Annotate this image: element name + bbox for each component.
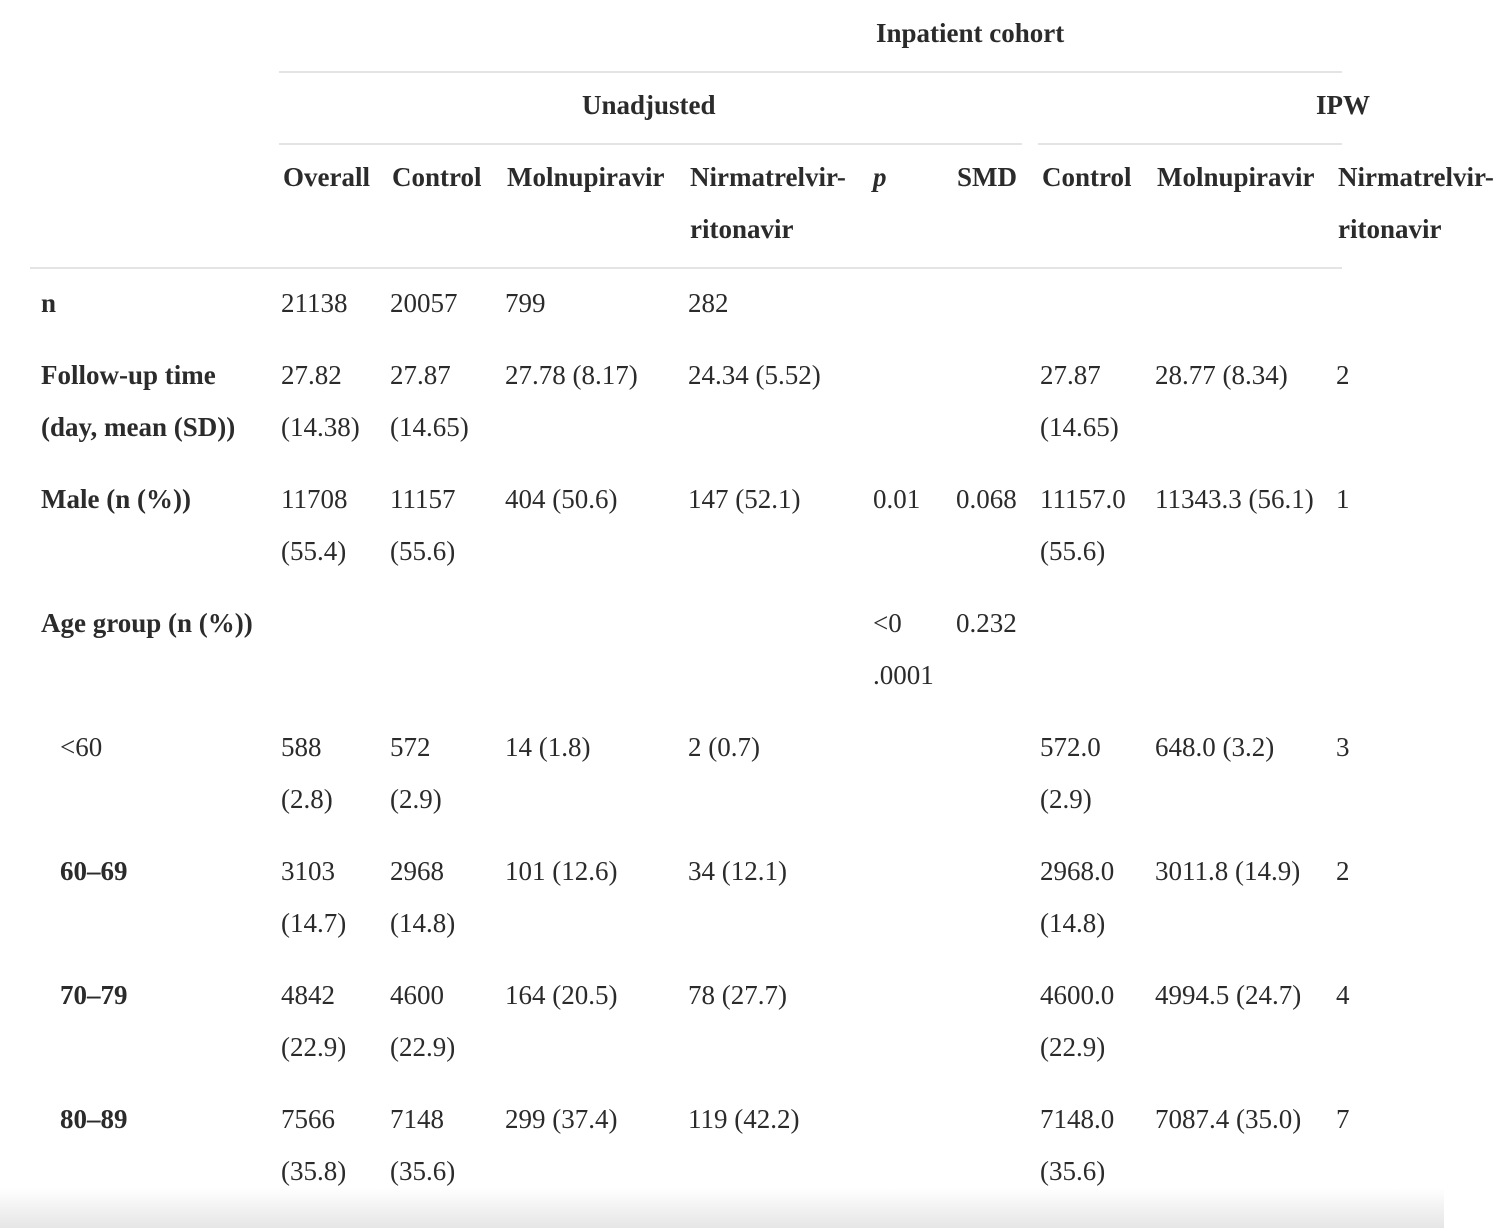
unadjusted-group-header: Unadjusted (582, 90, 716, 120)
cell-ipw-control: 11157.0 (1040, 484, 1126, 514)
cell-ipw-control-line2: (2.9) (1040, 784, 1092, 814)
ipw-group-rule (1038, 143, 1342, 145)
cell-control: 572 (390, 732, 431, 762)
cell-overall-line2: (14.7) (281, 908, 347, 938)
cell-smd: 0.068 (956, 484, 1017, 514)
cell-control-line2: (2.9) (390, 784, 442, 814)
cell-ipw-nirmatrelvir: 2 (1336, 856, 1350, 886)
cell-overall: 588 (281, 732, 322, 762)
cohort-header: Inpatient cohort (876, 18, 1065, 48)
cell-control: 20057 (390, 288, 458, 318)
cell-control: 4600 (390, 980, 444, 1010)
cell-ipw-control-line2: (22.9) (1040, 1032, 1106, 1062)
cell-ipw-control: 7148.0 (1040, 1104, 1115, 1134)
cell-control: 7148 (390, 1104, 444, 1134)
cell-overall-line2: (2.8) (281, 784, 333, 814)
row-label: Age group (n (%)) (41, 608, 253, 638)
cell-overall-line2: (35.8) (281, 1156, 347, 1186)
cell-nirmatrelvir: 119 (42.2) (688, 1104, 800, 1134)
cell-molnupiravir: 799 (505, 288, 546, 318)
cell-ipw-molnupiravir: 3011.8 (14.9) (1155, 856, 1301, 886)
col-header-smd: SMD (957, 162, 1017, 192)
cell-ipw-molnupiravir: 28.77 (8.34) (1155, 360, 1288, 390)
col-header-nirmatrelvir-line2: ritonavir (690, 214, 794, 244)
row-label: Male (n (%)) (41, 484, 191, 514)
row-label: 60–69 (60, 856, 128, 886)
cell-overall-line2: (22.9) (281, 1032, 347, 1062)
cell-control-line2: (55.6) (390, 536, 456, 566)
cell-ipw-nirmatrelvir: 4 (1336, 980, 1350, 1010)
cell-molnupiravir: 299 (37.4) (505, 1104, 618, 1134)
cell-ipw-control: 27.87 (1040, 360, 1101, 390)
cell-control: 11157 (390, 484, 456, 514)
row-label-line2: (day, mean (SD)) (41, 412, 236, 442)
cell-overall: 4842 (281, 980, 335, 1010)
cell-control: 2968 (390, 856, 444, 886)
cell-overall-line2: (14.38) (281, 412, 360, 442)
cell-ipw-nirmatrelvir: 3 (1336, 732, 1350, 762)
row-label: 70–79 (60, 980, 128, 1010)
cell-control-line2: (14.65) (390, 412, 469, 442)
cell-overall: 21138 (281, 288, 348, 318)
cell-nirmatrelvir: 147 (52.1) (688, 484, 801, 514)
cell-control-line2: (35.6) (390, 1156, 456, 1186)
cell-ipw-control-line2: (14.8) (1040, 908, 1106, 938)
col-header-control: Control (392, 162, 482, 192)
cell-p: 0.01 (873, 484, 921, 514)
cell-ipw-molnupiravir: 11343.3 (56.1) (1155, 484, 1314, 514)
cohort-header-rule (279, 71, 1342, 73)
cell-ipw-control-line2: (35.6) (1040, 1156, 1106, 1186)
cell-molnupiravir: 27.78 (8.17) (505, 360, 638, 390)
cell-nirmatrelvir: 2 (0.7) (688, 732, 760, 762)
row-label: Follow-up time (41, 360, 216, 390)
cell-overall: 7566 (281, 1104, 335, 1134)
cell-molnupiravir: 14 (1.8) (505, 732, 591, 762)
cell-overall-line2: (55.4) (281, 536, 347, 566)
cell-ipw-molnupiravir: 4994.5 (24.7) (1155, 980, 1302, 1010)
cell-molnupiravir: 404 (50.6) (505, 484, 618, 514)
cell-control: 27.87 (390, 360, 451, 390)
cell-ipw-control-line2: (14.65) (1040, 412, 1119, 442)
cell-nirmatrelvir: 24.34 (5.52) (688, 360, 821, 390)
col-header-ipw-molnupiravir: Molnupiravir (1157, 162, 1315, 192)
cell-molnupiravir: 164 (20.5) (505, 980, 618, 1010)
row-label: n (41, 288, 57, 318)
cell-overall: 27.82 (281, 360, 342, 390)
col-header-nirmatrelvir: Nirmatrelvir- (690, 162, 846, 192)
cell-overall: 11708 (281, 484, 348, 514)
row-label: <60 (60, 732, 103, 762)
cell-nirmatrelvir: 34 (12.1) (688, 856, 787, 886)
col-header-ipw-control: Control (1042, 162, 1132, 192)
cell-overall: 3103 (281, 856, 335, 886)
header-bottom-rule (30, 267, 1342, 269)
col-header-ipw-nirmatrelvir: Nirmatrelvir- (1338, 162, 1494, 192)
cell-nirmatrelvir: 78 (27.7) (688, 980, 787, 1010)
cell-ipw-nirmatrelvir: 2 (1336, 360, 1350, 390)
cell-control-line2: (22.9) (390, 1032, 456, 1062)
cell-ipw-control-line2: (55.6) (1040, 536, 1106, 566)
cell-ipw-control: 4600.0 (1040, 980, 1115, 1010)
col-header-molnupiravir: Molnupiravir (507, 162, 665, 192)
cell-ipw-nirmatrelvir: 1 (1336, 484, 1350, 514)
col-header-p: p (873, 162, 887, 192)
ipw-group-header: IPW (1316, 90, 1370, 120)
col-header-ipw-nirmatrelvir-line2: ritonavir (1338, 214, 1442, 244)
cell-smd: 0.232 (956, 608, 1017, 638)
cell-p-line2: .0001 (873, 660, 934, 690)
cell-ipw-molnupiravir: 648.0 (3.2) (1155, 732, 1275, 762)
cell-molnupiravir: 101 (12.6) (505, 856, 618, 886)
cell-ipw-nirmatrelvir: 7 (1336, 1104, 1350, 1134)
cell-ipw-control: 2968.0 (1040, 856, 1115, 886)
cell-ipw-control: 572.0 (1040, 732, 1101, 762)
col-header-overall: Overall (283, 162, 370, 192)
row-label: 80–89 (60, 1104, 128, 1134)
cell-control-line2: (14.8) (390, 908, 456, 938)
cell-nirmatrelvir: 282 (688, 288, 729, 318)
unadjusted-group-rule (279, 143, 1022, 145)
cell-p: <0 (873, 608, 902, 638)
cell-ipw-molnupiravir: 7087.4 (35.0) (1155, 1104, 1302, 1134)
